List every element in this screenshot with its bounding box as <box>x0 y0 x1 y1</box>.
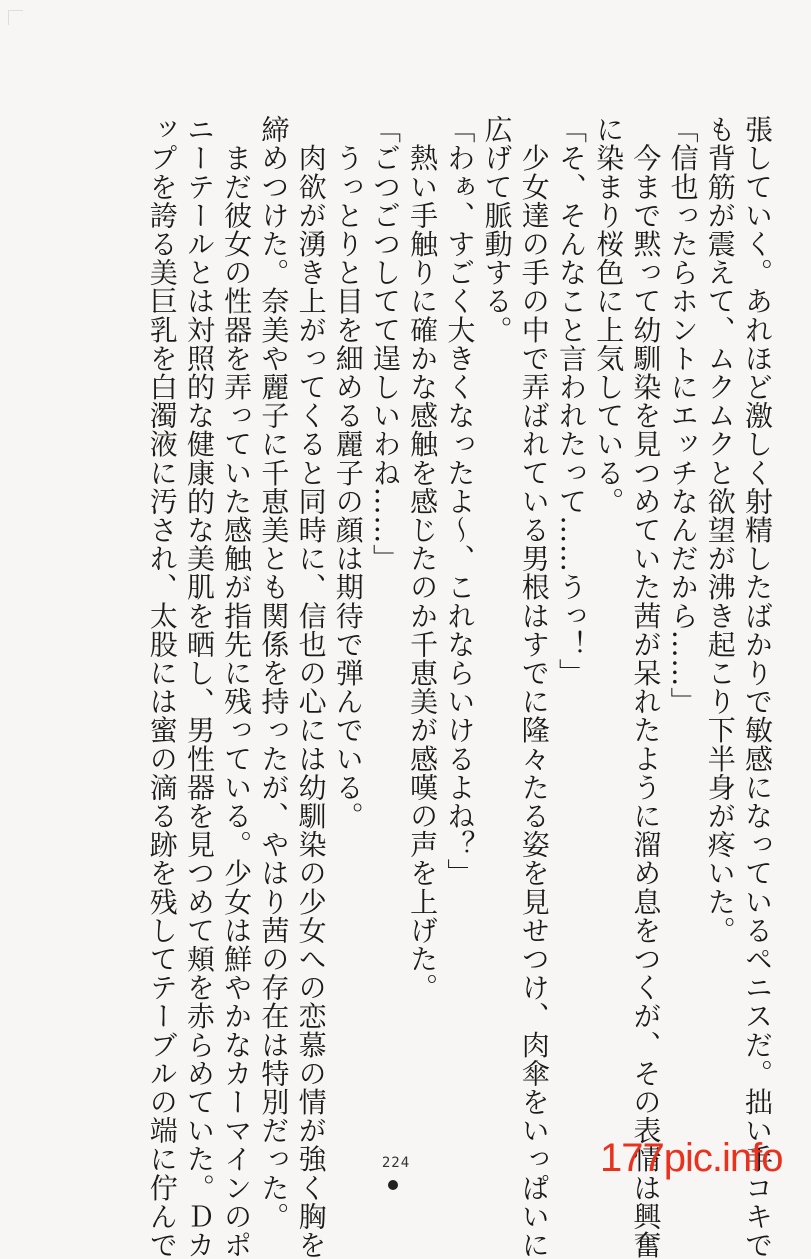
site-watermark: 177pic.info <box>600 1136 783 1180</box>
page-dot-marker <box>388 1180 398 1190</box>
text-line: 「そ、そんなこと言われたって……うっ！」 <box>554 115 588 687</box>
text-line: 少女達の手の中で弄ばれている男根はすでに隆々たる姿を見せつけ、肉傘をいっぱいに <box>517 115 551 1259</box>
text-line: 肉欲が湧き上がってくると同時に、信也の心には幼馴染の少女への恋慕の情が強く胸を <box>294 115 328 1259</box>
text-line: ップを誇る美巨乳を白濁液に汚され、太股には蜜の滴る跡を残してテーブルの端に佇んで <box>145 115 179 1259</box>
text-line: 張していく。あれほど激しく射精したばかりで敏感になっているペニスだ。拙い手コキで <box>741 115 774 1259</box>
text-line: うっとりと目を細める麗子の顔は期待で弾んでいる。 <box>331 115 365 830</box>
text-line: に染まり桜色に上気している。 <box>592 115 626 516</box>
text-line: 締めつけた。奈美や麗子に千恵美とも関係を持ったが、やはり茜の存在は特別だった。 <box>257 115 291 1231</box>
text-line: ニーテールとは対照的な健康的な美肌を晒し、男性器を見つめて頬を赤らめていた。Ｄカ <box>182 115 216 1259</box>
text-line: 「信也ったらホントにエッチなんだから……」 <box>666 115 700 716</box>
page-number: 224 <box>381 1155 411 1171</box>
text-line: 今まで黙って幼馴染を見つめていた茜が呆れたように溜め息をつくが、その表情は興奮 <box>629 115 663 1259</box>
text-line: 広げて脈動する。 <box>480 115 514 344</box>
text-line: 「わぁ、すごく大きくなったよ～、これならいけるよね？」 <box>443 115 477 888</box>
text-line: 熱い手触りに確かな感触を感じたのか千恵美が感嘆の声を上げた。 <box>406 115 440 1002</box>
text-line: も背筋が震えて、ムクムクと欲望が沸き起こり下半身が疼いた。 <box>703 115 737 945</box>
text-line: 「ごつごつしてて逞しいわね……」 <box>368 115 402 573</box>
scan-corner-mark <box>8 10 23 25</box>
text-line: まだ彼女の性器を弄っていた感触が指先に残っている。少女は鮮やかなカーマインのポ <box>220 115 254 1259</box>
